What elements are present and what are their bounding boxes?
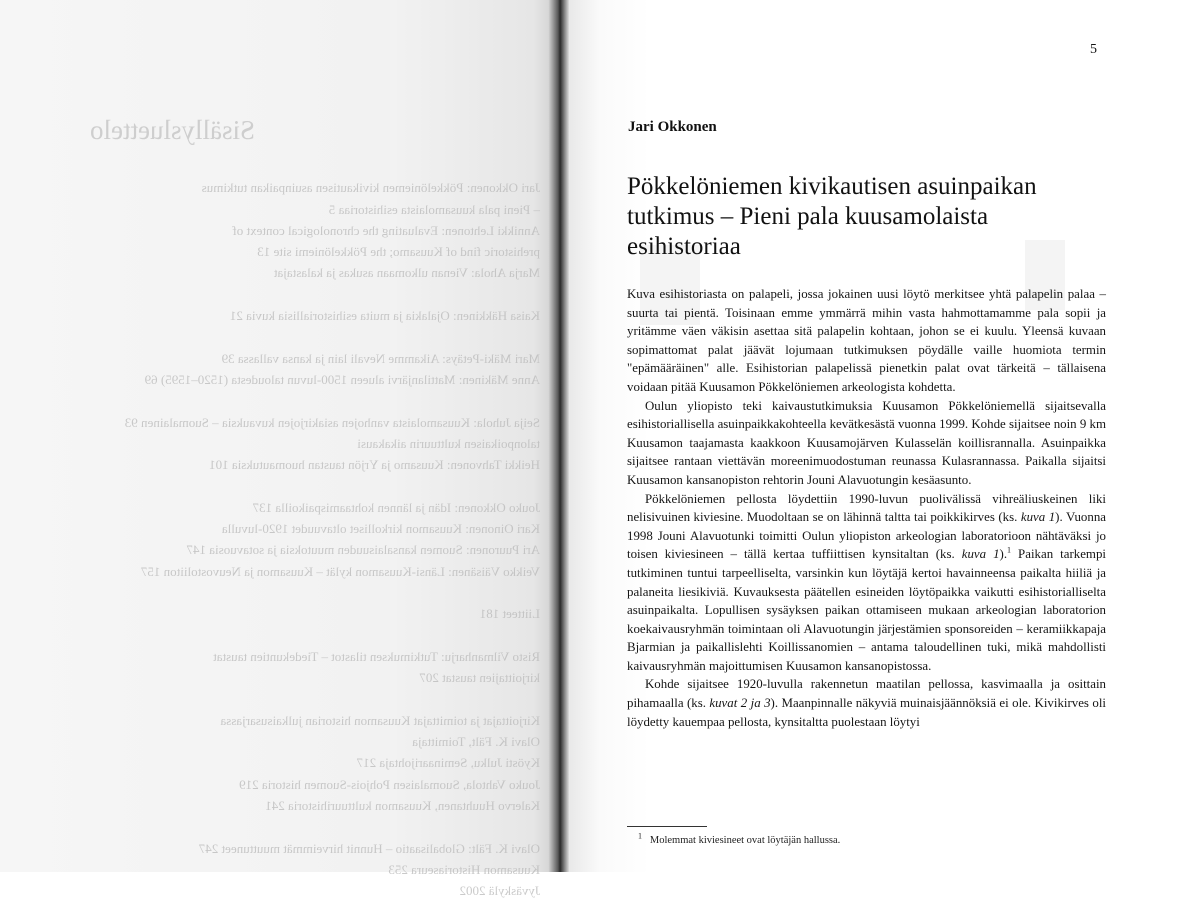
ghost-line — [20, 241, 540, 262]
ghost-line — [20, 582, 540, 603]
text-run: ). Maanpinnalle näkyviä muinaisjäännöksiä ei ole. Kivikirves oli löydetty kauempaa pellosta, kynsitaltta puolestaan löytyi — [627, 696, 1106, 729]
ghost-entry-text: Olavi K. Fält, Toimittaja — [412, 734, 540, 750]
text-run: Kohde sijaitsee 1920-luvulla rakennetun maatilan pellossa, kasvimaalla ja osittain pihamaalla (ks. — [627, 677, 1106, 711]
ghost-line — [20, 646, 540, 667]
footnote-divider — [627, 826, 707, 827]
ghost-page-number: 247 — [198, 840, 219, 856]
ghost-line — [20, 752, 540, 773]
ghost-entry-text: kirjoittajien taustat — [442, 670, 540, 686]
ghost-line — [20, 710, 540, 731]
ghost-entry-text: Anne Mäkinen: Mattilanjärvi alueen 1500-luvun taloudesta (1520–1595) — [160, 371, 540, 387]
ghost-line — [20, 305, 540, 326]
ghost-entry-text: Annikki Lehtonen: Evaluating the chronological context of — [232, 222, 540, 238]
left-page — [0, 0, 556, 899]
ghost-line — [20, 199, 540, 220]
footnote-text: Molemmat kiviesineet ovat löytäjän hallussa. — [649, 835, 841, 846]
page-number: 5 — [1090, 42, 1097, 57]
footnote-number: 1 — [638, 831, 642, 841]
ghost-page-number: 207 — [419, 670, 439, 686]
ghost-page-number: 147 — [186, 542, 207, 558]
ghost-line — [20, 816, 540, 837]
ghost-entry-text: Mari Mäki-Petäys: Aikamme Nevali lain ja kansa vallassa — [237, 350, 540, 366]
text-run: ). — [999, 547, 1008, 562]
ghost-page-number: 219 — [239, 776, 259, 792]
footnote — [638, 831, 1058, 846]
ghost-page-number: 253 — [388, 861, 408, 877]
ghost-line — [20, 688, 540, 709]
paragraph-excavation: Oulun yliopisto teki kaivaustutkimuksia Kuusamon Pökkelöniemellä sijaitsevalla esihistoriallisella asuinpaikkakohteella kevätkesästä vuonna 1999. Kohde sijaitsee noin 9 km Kuusamon taajamasta kaakkoon Kuusamojärven Kulasselän koillisrannalla. Asuinpaikka sijaitsee rantaan viettävän moreenimuodostuman reunassa Kulasrannassa. Paikalla sijaitsi Kuusamon kansanopiston rehtorin Jouni Alavuotungin kesäasunto. — [627, 398, 1106, 487]
ghost-entry-text: Kalervo Huuhtanen, Kuusamon kulttuurihistoria — [287, 797, 540, 813]
text-run: ). Vuonna 1998 Jouni Alavuotunki toimitti Oulun yliopiston arkeologian laboratorioon nähtäväksi jo toisen kiviesineen – tällä kertaa tuffiittisen kynsitaltan (ks. — [627, 510, 1106, 562]
ghost-entry-text: Jari Okkonen: Pökkelöniemen kivikautisen asuinpaikan tutkimus — [201, 180, 540, 196]
ghost-page-number: 217 — [356, 755, 377, 771]
ghost-entry-text: Kirjoittajat ja toimittajat Kuusamon historian julkaisusarjassa — [220, 712, 540, 728]
ghost-line — [20, 412, 540, 433]
ghost-page-number: 93 — [124, 414, 138, 430]
figure-reference: kuva 1 — [1020, 510, 1056, 525]
article-title: Pökkelöniemen kivikautisen asuinpaikan tutkimus – Pieni pala kuusamolaista esihistoriaa — [627, 173, 1037, 260]
right-page — [570, 0, 1200, 872]
ghost-line — [20, 390, 540, 411]
ghost-entry-text: Olavi K. Fält: Globalisaatio – Hunnit hirveimmät muuttuneet — [221, 840, 540, 856]
ghost-line — [20, 859, 540, 880]
ghost-entry-text: Veikko Väisänen: Länsi-Kuusamon kylät – Kuusamon ja Neuvostoliiton — [163, 563, 540, 579]
ghost-line — [20, 369, 540, 390]
ghost-entry-text: Kyösti Julku, Seminaarijohtaja — [379, 755, 540, 771]
ghost-line — [20, 667, 540, 688]
figure-reference: kuva 1 — [961, 547, 1000, 562]
ghost-entry-text: talonpoikaisen kulttuurin aikakausi — [357, 435, 540, 451]
article-author: Jari Okkonen — [628, 119, 717, 135]
ghost-entry-text: Jouko Vahtola, Suomalaisen Pohjois-Suomen historia — [261, 776, 540, 792]
ghost-line — [20, 433, 540, 454]
ghost-line — [20, 603, 540, 624]
ghost-entry-text: Jyväskylä 2002 — [459, 883, 540, 899]
bleed-through-contents — [20, 115, 540, 901]
ghost-entry-text: Marja Ahola: Vienan ulkomaan asukas ja kalastajat — [273, 265, 540, 281]
ghost-line — [20, 348, 540, 369]
footnote-marker: 1 — [1007, 546, 1012, 556]
ghost-entry-text: Liitteet — [502, 606, 540, 622]
ghost-line — [20, 880, 540, 901]
ghost-line — [20, 475, 540, 496]
ghost-page-number: 157 — [140, 563, 161, 579]
ghost-line — [20, 220, 540, 241]
ghost-entry-text: Seija Juhola: Kuusamolaista vanhojen asiakirjojen kuvauksia – Suomalainen — [141, 414, 540, 430]
ghost-entry-text: Jouko Okkonen: Idän ja lännen kohtaamispaikoilla — [275, 499, 540, 515]
article-body — [627, 285, 1106, 731]
ghost-line — [20, 326, 540, 347]
figure-reference: kuvat 2 ja 3 — [709, 696, 771, 711]
ghost-entry-text: Ari Puuronen: Suomen kansalaisuuden muutoksia ja sotavuosia — [209, 542, 540, 558]
ghost-line — [20, 262, 540, 283]
ghost-line — [20, 838, 540, 859]
ghost-page-number: 137 — [252, 499, 273, 515]
ghost-entry-text: Kuusamon Historiaseura — [411, 861, 540, 877]
ghost-line — [20, 561, 540, 582]
ghost-entry-text: Heikki Tahvonen: Kuusamo ja Yrjön taustan huomautuksia — [231, 457, 540, 473]
ghost-line — [20, 539, 540, 560]
paragraph-finds — [627, 490, 1106, 676]
ghost-page-number: 101 — [209, 457, 229, 473]
ghost-page-number: 241 — [265, 797, 285, 813]
paragraph-location — [627, 675, 1106, 731]
ghost-line — [20, 774, 540, 795]
ghost-entry-text: Kari Oinonen: Kuusamon kirkolliset oltavuudet 1920-luvulla — [221, 521, 540, 537]
ghost-entry-text: Risto Vilmanharju: Tutkimuksen tilastot – Tiedekuntien taustat — [213, 648, 540, 664]
ghost-line — [20, 795, 540, 816]
ghost-line — [20, 497, 540, 518]
ghost-page-number: 13 — [257, 244, 271, 260]
text-run: Paikan tarkempi tutkiminen tuntui tarpeelliselta, varsinkin kun löytäjä kertoi havainneensa paikalta hiiliä ja palaneita liesikiviä. Kuvauksesta päätellen esineiden löytöpaikka vaikutti esihistorialliselta asuinpaikalta. Lopullisen sysäyksen paikan ottamiseen mukaan arkeologian laboratorion koekaivausryhmän toimintaan oli Alavuotungin järjestämien sponsoreiden – keramiikkapaja Bjarmian ja paikallislehti Koillissanomien – antama taloudellinen tuki, mikä mahdollisti kaivausryhmän majoittumisen Kuusamon kansanopistossa. — [627, 547, 1106, 673]
ghost-page-number: 181 — [479, 606, 500, 622]
ghost-line — [20, 625, 540, 646]
ghost-line — [20, 454, 540, 475]
ghost-heading: Sisällysluettelo — [90, 115, 255, 145]
ghost-page-number: 69 — [144, 371, 158, 387]
ghost-page-number: 39 — [221, 350, 235, 366]
ghost-page-number: 21 — [229, 308, 243, 324]
ghost-line — [20, 284, 540, 305]
ghost-entry-text: – Pieni pala kuusamolaista esihistoriaa — [338, 201, 540, 217]
ghost-entry-text: prehistoric find of Kuusamo; the Pökkelöniemi site — [273, 244, 540, 260]
ghost-line — [20, 731, 540, 752]
ghost-contents-list — [20, 177, 540, 901]
ghost-entry-text: Kaisa Häkkinen: Ojalakia ja muita esihistoriallisia kuvia — [246, 308, 540, 324]
paragraph-intro: Kuva esihistoriasta on palapeli, jossa jokainen uusi löytö merkitsee yhtä palapelin palaa – suurta tai pientä. Toisinaan emme ymmärrä mihin vasta hahmottamamme pala sopii ja yritämme väen väkisin asettaa sitä palapelin kohtaan, johon se ei kuulu. Yleensä kuvaan sopimattomat palat jäävät lojumaan tutkimuksen pöydälle vaille huomiota termin "epämääräinen" alle. Esihistorian palapelissä pienetkin palat ovat tärkeitä – tällaisena voidaan pitää Kuusamon Pökkelöniemen arkeologista kohdetta. — [627, 287, 1106, 394]
ghost-line — [20, 177, 540, 198]
ghost-line — [20, 518, 540, 539]
text-run: Pökkelöniemen pellosta löydettiin 1990-luvun puolivälissä vihreäliuskeinen liki nelisivuinen kiviesine. Muodoltaan se on lähinnä taltta tai poikkikirves (ks. — [627, 491, 1106, 525]
book-gutter — [548, 0, 570, 872]
ghost-page-number: 5 — [328, 201, 336, 217]
